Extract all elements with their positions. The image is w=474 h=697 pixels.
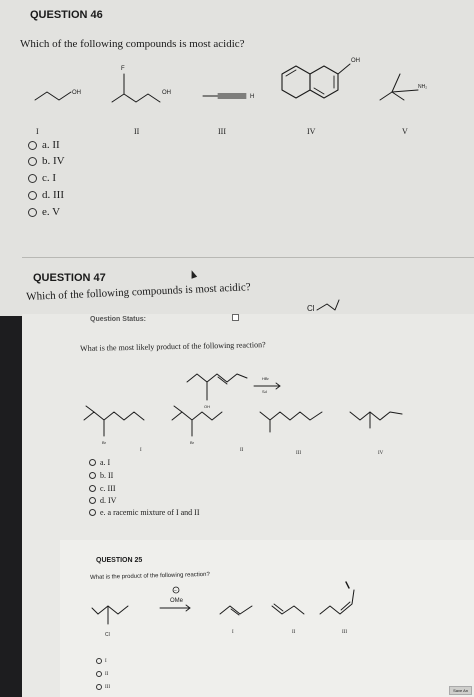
q25-radio-iii[interactable] bbox=[96, 684, 102, 690]
rxn-option-a-label: a. I bbox=[100, 458, 111, 467]
question-25-heading: QUESTION 25 bbox=[96, 557, 143, 564]
product-ii-chain bbox=[172, 412, 222, 420]
structure-ii-oh-label: OH bbox=[162, 90, 171, 96]
reactant-chain bbox=[187, 374, 247, 382]
q46-radio-c[interactable] bbox=[28, 174, 37, 183]
q25-reactant-chain bbox=[98, 606, 128, 614]
q46-option-e[interactable] bbox=[28, 206, 60, 218]
rxn-radio-c[interactable] bbox=[89, 485, 96, 492]
reagent-sn1: SₙI bbox=[262, 389, 268, 394]
save-answer-button[interactable] bbox=[449, 686, 472, 695]
q46-label-v: V bbox=[402, 127, 408, 136]
q46-divider bbox=[22, 257, 474, 258]
q47-cl-label: Cl bbox=[307, 304, 315, 313]
rxn-radio-e[interactable] bbox=[89, 509, 96, 516]
product-ii-branch bbox=[174, 406, 182, 412]
q46-option-d[interactable] bbox=[28, 189, 64, 201]
q46-option-a[interactable] bbox=[28, 139, 60, 151]
q25-radio-ii[interactable] bbox=[96, 671, 102, 677]
structure-v-bond-3 bbox=[392, 92, 404, 100]
q25-label-iii: III bbox=[342, 630, 347, 635]
reactant-oh-label: OH bbox=[204, 404, 210, 409]
question-25-scheme bbox=[60, 580, 474, 650]
q46-radio-a[interactable] bbox=[28, 141, 37, 150]
reaction-scheme bbox=[22, 352, 474, 472]
q25-label-ii: II bbox=[292, 630, 296, 635]
q46-label-iii: III bbox=[218, 127, 226, 136]
question-25-sheet bbox=[60, 540, 474, 697]
product-iv-chain bbox=[350, 412, 402, 420]
product-iii-chain bbox=[260, 412, 322, 420]
product-i-chain bbox=[84, 412, 144, 420]
product-i-br-label: Br bbox=[102, 440, 106, 445]
q46-label-i: I bbox=[36, 127, 39, 136]
question-status-text: Question Status: bbox=[90, 316, 147, 323]
q25-option-iii-label: III bbox=[105, 684, 110, 690]
rxn-option-d-label: d. IV bbox=[100, 496, 117, 505]
q25-label-i: I bbox=[232, 630, 234, 635]
q46-option-a-label: a. II bbox=[42, 139, 60, 151]
question-47-prompt: Which of the following compounds is most acidic? bbox=[26, 281, 251, 303]
rxn-option-b[interactable] bbox=[89, 471, 113, 480]
rxn-option-b-label: b. II bbox=[100, 471, 114, 480]
rxn-radio-b[interactable] bbox=[89, 472, 96, 479]
q46-radio-e[interactable] bbox=[28, 208, 37, 217]
q25-option-ii[interactable] bbox=[96, 671, 108, 677]
q46-option-d-label: d. III bbox=[42, 189, 64, 201]
q46-radio-b[interactable] bbox=[28, 157, 37, 166]
structure-iii-h-label: H bbox=[250, 94, 255, 100]
question-46-heading: QUESTION 46 bbox=[30, 9, 103, 21]
question-25-prompt: What is the product of the following reaction? bbox=[90, 571, 210, 581]
q47-chain bbox=[317, 300, 339, 310]
structure-i-oh-label: OH bbox=[72, 90, 81, 96]
rxn-option-e[interactable] bbox=[89, 508, 200, 517]
rxn-option-c[interactable] bbox=[89, 484, 116, 493]
product-i-branch bbox=[86, 406, 94, 412]
q46-option-c[interactable] bbox=[28, 172, 56, 184]
q25-product-iii bbox=[320, 590, 354, 614]
question-46-prompt: Which of the following compounds is most acidic? bbox=[20, 38, 245, 50]
q25-option-iii[interactable] bbox=[96, 684, 110, 690]
q25-option-ii-label: II bbox=[105, 671, 109, 677]
q46-option-b-label: b. IV bbox=[42, 155, 65, 167]
q46-label-iv: IV bbox=[307, 127, 316, 136]
q25-product-ii-double bbox=[274, 604, 283, 611]
rxn-label-ii: II bbox=[240, 448, 244, 453]
structure-v-bond-2 bbox=[380, 92, 392, 100]
rxn-label-i: I bbox=[140, 448, 142, 453]
question-46-sheet bbox=[0, 0, 474, 316]
structure-iv-oh-label: OH bbox=[351, 58, 360, 64]
rxn-label-iv: IV bbox=[378, 451, 384, 456]
structure-ii-chain bbox=[112, 94, 160, 102]
structure-iv-oh-bond bbox=[338, 64, 350, 74]
rxn-label-iii: III bbox=[296, 451, 301, 456]
reaction-question-prompt: What is the most likely product of the following reaction? bbox=[80, 340, 266, 353]
rxn-option-d[interactable] bbox=[89, 496, 116, 505]
structure-v-nh2-label: NH₂ bbox=[418, 84, 428, 90]
structure-v-bond-4 bbox=[392, 90, 418, 92]
q46-option-e-label: e. V bbox=[42, 206, 61, 218]
q25-cursor-tick bbox=[346, 582, 349, 588]
status-dot bbox=[232, 314, 239, 321]
q25-reagent: OMe bbox=[170, 598, 184, 604]
q46-label-ii: II bbox=[134, 127, 140, 136]
structure-iv-ring-a bbox=[282, 66, 310, 98]
question-47-heading: QUESTION 47 bbox=[33, 272, 106, 284]
rxn-radio-d[interactable] bbox=[89, 497, 96, 504]
product-ii-br-label: Br bbox=[190, 440, 194, 445]
q25-option-i[interactable] bbox=[96, 658, 107, 664]
save-answer-label: Save An bbox=[453, 688, 468, 693]
q25-reactant-branch bbox=[92, 608, 98, 614]
q46-option-b[interactable] bbox=[28, 155, 65, 167]
structure-row-q46 bbox=[0, 50, 474, 130]
structure-i-propanol bbox=[35, 92, 71, 100]
structure-v-bond-1 bbox=[392, 74, 400, 92]
rxn-option-a[interactable] bbox=[89, 458, 110, 467]
rxn-option-c-label: c. III bbox=[100, 484, 116, 493]
reagent-hbr: HBr bbox=[262, 376, 269, 381]
q25-product-ii bbox=[272, 606, 304, 614]
structure-ii-f-label: F bbox=[121, 66, 125, 72]
mouse-cursor-icon bbox=[189, 269, 197, 279]
q25-option-i-label: I bbox=[105, 658, 107, 664]
rxn-radio-a[interactable] bbox=[89, 459, 96, 466]
q25-charge: − bbox=[174, 588, 177, 594]
q25-cl-label: Cl bbox=[105, 632, 110, 638]
q46-radio-d[interactable] bbox=[28, 191, 37, 200]
q46-option-c-label: c. I bbox=[42, 172, 57, 184]
rxn-option-e-label: e. a racemic mixture of I and II bbox=[100, 508, 200, 517]
q25-radio-i[interactable] bbox=[96, 658, 102, 664]
